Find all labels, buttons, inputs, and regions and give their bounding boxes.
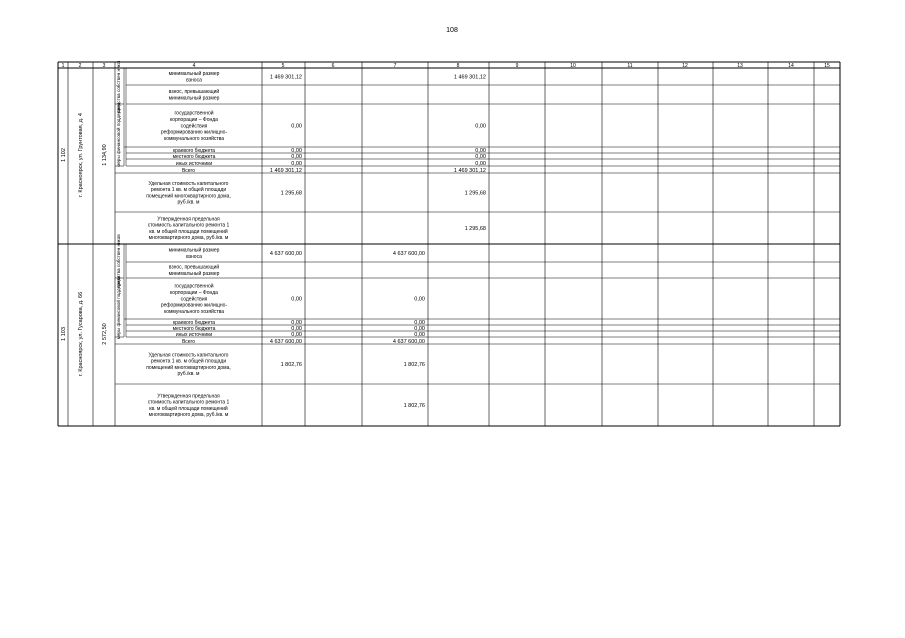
row-label-fund: корпорации – Фонда (170, 116, 218, 123)
header-cell-14: 14 (788, 63, 794, 69)
value-regional-c5: 0,00 (291, 147, 302, 154)
row-label-total: Всего (181, 338, 196, 345)
header-cell-3: 3 (102, 63, 106, 69)
value-fund-c5: 0,00 (291, 296, 302, 303)
value-local-c8: 0,00 (475, 153, 486, 160)
section-support-label: меры финансовой поддержки (116, 103, 121, 167)
value-total-c5: 1 469 301,12 (269, 167, 302, 174)
row-label-unit_cost: помещений многоквартирного дома, (146, 364, 231, 371)
header-cell-5: 5 (281, 63, 285, 69)
value-unit_cost-c8: 1 295,68 (464, 190, 486, 197)
record-address: г. Красноярск, ул. Грунтовая, д. 4 (78, 113, 84, 197)
record-number: 1 102 (61, 148, 67, 162)
header-cell-4: 4 (192, 63, 196, 69)
header-cell-8: 8 (456, 63, 460, 69)
value-regional-c5: 0,00 (291, 319, 302, 326)
row-label-over_min: взнос, превышающий (168, 89, 220, 96)
value-min_contribution-c8: 1 469 301,12 (453, 74, 486, 81)
row-label-limit_cost: Утвержденная предельная (157, 216, 220, 223)
value-regional-c7: 0,00 (414, 319, 425, 326)
value-other-c5: 0,00 (291, 160, 302, 167)
record-area: 2 572,50 (102, 323, 108, 345)
header-cell-7: 7 (393, 63, 397, 69)
header-cell-15: 15 (824, 63, 830, 69)
record-number: 1 103 (61, 327, 67, 341)
row-label-regional: краевого бюджета (172, 147, 216, 154)
value-regional-c8: 0,00 (475, 147, 486, 154)
value-local-c5: 0,00 (291, 153, 302, 160)
row-label-limit_cost: многоквартирного дома, руб./кв. м (148, 412, 229, 419)
row-label-limit_cost: стоимость капитального ремонта 1 (147, 222, 230, 229)
row-label-unit_cost: руб./кв. м (177, 199, 200, 206)
table-grid (57, 61, 841, 427)
section-support-label: меры финансовой поддержки (116, 275, 121, 340)
value-limit_cost-c8: 1 295,68 (464, 226, 486, 232)
value-other-c7: 0,00 (414, 331, 425, 338)
row-label-unit_cost: ремонта 1 кв. м общей площади (150, 358, 227, 365)
row-label-min_contribution: минимальный размер (168, 71, 220, 78)
row-label-unit_cost: Удельная стоимость капитального (148, 180, 229, 187)
record-area: 1 134,90 (102, 144, 108, 166)
header-cell-11: 11 (627, 63, 633, 69)
row-label-limit_cost: стоимость капитального ремонта 1 (147, 399, 230, 406)
row-label-over_min: минимальный размер (168, 270, 220, 277)
row-label-regional: краевого бюджета (172, 319, 216, 326)
row-label-over_min: взнос, превышающий (168, 264, 220, 271)
row-label-fund: корпорации – Фонда (170, 289, 218, 296)
section-own-label: средства собствен ников (116, 61, 121, 113)
row-label-fund: коммунального хозяйства (163, 308, 225, 315)
value-unit_cost-c5: 1 295,68 (280, 190, 302, 197)
row-label-over_min: минимальный размер (168, 95, 220, 102)
header-cell-13: 13 (737, 63, 743, 69)
row-label-unit_cost: Удельная стоимость капитального (148, 352, 229, 359)
row-label-local: местного бюджета (172, 153, 216, 160)
row-label-fund: реформированию жилищно- (160, 129, 228, 136)
value-min_contribution-c7: 4 637 600,00 (392, 251, 425, 257)
capital-repair-table (57, 61, 841, 432)
value-total-c7: 4 637 600,00 (392, 338, 425, 345)
row-label-unit_cost: ремонта 1 кв. м общей площади (150, 187, 227, 194)
value-total-c5: 4 637 600,00 (269, 338, 302, 345)
row-label-local: местного бюджета (172, 325, 216, 332)
value-other-c8: 0,00 (475, 160, 486, 167)
value-other-c5: 0,00 (291, 331, 302, 338)
row-label-unit_cost: помещений многоквартирного дома, (146, 193, 231, 200)
value-min_contribution-c5: 1 469 301,12 (269, 74, 302, 81)
value-local-c5: 0,00 (291, 325, 302, 332)
value-fund-c5: 0,00 (291, 123, 302, 130)
row-label-fund: коммунального хозяйства (163, 135, 225, 142)
row-label-limit_cost: кв. м общей площади помещений (149, 405, 228, 412)
header-cell-1: 1 (61, 63, 65, 69)
row-label-min_contribution: минимальный размер (168, 247, 220, 254)
header-cell-12: 12 (682, 63, 688, 69)
row-label-limit_cost: Утвержденная предельная (157, 393, 220, 400)
row-label-total: Всего (181, 167, 196, 174)
section-own-label: средства собствен ников (116, 234, 121, 288)
value-unit_cost-c7: 1 802,76 (403, 362, 425, 368)
row-label-fund: реформированию жилищно- (160, 302, 228, 309)
record-address: г. Красноярск, ул. Гусарова, д. 66 (78, 291, 84, 377)
row-label-other: иных источники (175, 160, 213, 167)
value-fund-c8: 0,00 (475, 123, 486, 130)
row-label-fund: содействия (180, 123, 208, 130)
row-label-min_contribution: взноса (186, 77, 202, 84)
row-label-min_contribution: взноса (186, 253, 202, 260)
row-label-limit_cost: многоквартирного дома, руб./кв. м (148, 235, 229, 242)
header-cell-6: 6 (331, 63, 335, 69)
value-limit_cost-c7: 1 802,76 (403, 403, 425, 409)
header-cell-9: 9 (515, 63, 519, 69)
row-label-other: иных источники (175, 331, 213, 338)
value-local-c7: 0,00 (414, 325, 425, 332)
row-label-fund: содействия (180, 296, 208, 303)
row-label-fund: государственной (174, 283, 214, 290)
value-min_contribution-c5: 4 637 600,00 (269, 251, 302, 257)
row-label-limit_cost: кв. м общей площади помещений (149, 228, 228, 235)
value-unit_cost-c5: 1 802,76 (280, 362, 302, 368)
header-cell-2: 2 (78, 63, 82, 69)
header-cell-10: 10 (570, 63, 576, 69)
row-label-fund: государственной (174, 110, 214, 117)
value-total-c8: 1 469 301,12 (453, 167, 486, 174)
row-label-unit_cost: руб./кв. м (177, 371, 200, 378)
value-fund-c7: 0,00 (414, 296, 425, 303)
page-number: 108 (446, 27, 458, 34)
